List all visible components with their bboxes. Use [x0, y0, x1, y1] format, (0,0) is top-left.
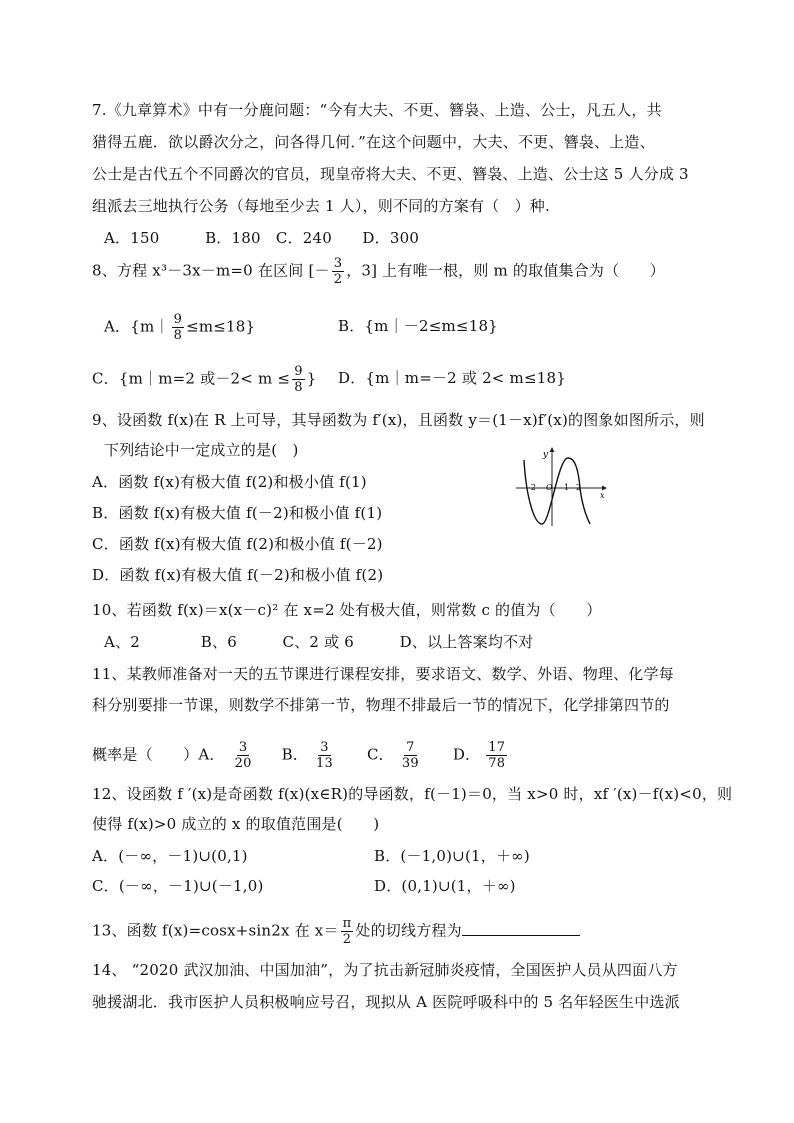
x-axis-label: x [600, 491, 605, 500]
q13-stem-part-b: 处的切线方程为 [355, 921, 462, 940]
tick-label-1: 1 [564, 483, 570, 492]
q8-option-a-den: 8 [173, 328, 183, 343]
q13-stem-part-a: 13、函数 f(x)=cosx+sin2x 在 x＝ [92, 921, 339, 940]
q10-stem: 10、若函数 f(x)＝x(x－c)² 在 x=2 处有极大值，则常数 c 的值为（ ） [92, 601, 602, 619]
q11-option-c-den: 39 [401, 756, 419, 771]
q11-option-a-fraction [233, 740, 254, 771]
q11-option-d-num: 17 [488, 740, 506, 755]
y-axis-arrow-icon [550, 447, 555, 452]
tick-label-2: 2 [576, 483, 582, 492]
q9-option-b: B．函数 f(x)有极大值 f(－2)和极小值 f(1) [92, 504, 383, 522]
q9-option-c: C．函数 f(x)有极大值 f(2)和极小值 f(－2) [92, 535, 383, 553]
q8-option-c-fraction [292, 364, 304, 395]
q7-line-4: 组派去三地执行公务（每地至少去 1 人），则不同的方案有（ ）种. [92, 197, 550, 215]
q8-stem [92, 256, 665, 287]
q7-options: A．150 B．180 C．240 D．300 [104, 229, 420, 247]
q9-line-2: 下列结论中一定成立的是( ) [104, 441, 299, 459]
q8-option-a-num: 9 [173, 312, 183, 327]
q13-fraction-den: 2 [342, 932, 352, 947]
q9-line-1: 9、设函数 f(x)在 R 上可导，其导函数为 f′(x)，且函数 y＝(1－x)f′(x)的图象如图所示，则 [92, 411, 705, 429]
q8-fraction-den: 2 [333, 272, 343, 287]
q11-option-b-label: B． [281, 745, 309, 764]
q11-option-c-fraction [400, 740, 421, 771]
q8-stem-part-a: 8、方程 x³－3x－m=0 在区间 [－ [92, 261, 330, 280]
q8-option-c [92, 364, 316, 395]
origin-label: O [546, 483, 553, 492]
q11-line-3-lead: 概率是（ ）A． [92, 745, 225, 764]
q8-fraction-num: 3 [333, 256, 343, 271]
q11-line-2: 科分别要排一节课，则数学不排第一节，物理不排最后一节的情况下，化学排第四节的 [92, 696, 670, 714]
q8-option-a-fraction [172, 312, 184, 343]
q9-function-graph [512, 446, 608, 528]
q11-option-b-den: 13 [316, 756, 333, 771]
q11-option-b-num: 3 [320, 740, 329, 755]
q10-options: A、2 B、6 C、2 或 6 D、以上答案均不对 [104, 633, 534, 651]
q14-line-2: 驰援湖北．我市医护人员积极响应号召，现拟从 A 医院呼吸科中的 5 名年轻医生中选派 [92, 993, 680, 1011]
q11-option-d-label: D． [452, 745, 481, 764]
q8-option-a-part-b: ≤m≤18} [186, 317, 256, 336]
q11-line-1: 11、某教师准备对一天的五节课进行课程安排，要求语文、数学、外语、物理、化学每 [92, 665, 674, 683]
q11-option-a-den: 20 [234, 756, 252, 771]
q8-option-c-part-b: } [306, 369, 317, 388]
q8-option-a-part-a: A．{m｜ [104, 317, 170, 336]
q9-option-d: D．函数 f(x)有极大值 f(－2)和极小值 f(2) [92, 566, 384, 584]
q11-option-d-den: 78 [488, 756, 506, 771]
q13-fraction [341, 916, 354, 947]
q8-option-c-part-a: C．{m｜m=2 或－2< m ≤ [92, 369, 291, 388]
q13-stem [92, 916, 580, 947]
q8-option-b: B．{m｜－2≤m≤18} [338, 317, 498, 335]
q7-line-2: 猎得五鹿．欲以爵次分之，问各得几何．”在这个问题中，大夫、不更、簪袅、上造、 [92, 133, 655, 151]
q11-option-a-num: 3 [238, 740, 248, 755]
q8-option-a [104, 312, 255, 343]
q14-line-1: 14、 “2020 武汉加油、中国加油”，为了抗击新冠肺炎疫情，全国医护人员从四面八方 [92, 961, 678, 979]
q11-option-d-fraction [486, 740, 507, 771]
q11-option-b-fraction [314, 740, 335, 771]
q7-line-1: 7.《九章算术》中有一分鹿问题：“今有大夫、不更、簪袅、上造、公士，凡五人，共 [92, 101, 662, 119]
q8-fraction [332, 256, 344, 287]
q12-option-c: C．(－∞，－1)∪(－1,0) [92, 877, 264, 895]
q12-option-a: A．(－∞，－1)∪(0,1) [92, 847, 248, 865]
x-axis-arrow-icon [602, 486, 607, 491]
y-axis-label: y [542, 450, 548, 460]
q12-line-2: 使得 f(x)>0 成立的 x 的取值范围是( ) [92, 815, 380, 833]
tick-label-neg2: -2 [528, 483, 536, 492]
q12-line-1: 12、设函数 f ′(x)是奇函数 f(x)(x∈R)的导函数，f(－1)＝0，当 x>0 时，xf ′(x)－f(x)<0，则 [92, 785, 733, 803]
q11-line-3 [92, 740, 509, 771]
q7-line-3: 公士是古代五个不同爵次的官员，现皇帝将大夫、不更、簪袅、上造、公士这 5 人分成 3 [92, 165, 689, 183]
q8-option-c-den: 8 [294, 380, 303, 395]
q8-option-d: D．{m｜m=－2 或 2< m≤18} [338, 369, 566, 387]
q9-option-a: A．函数 f(x)有极大值 f(2)和极小值 f(1) [92, 473, 367, 491]
q13-answer-blank[interactable] [462, 921, 580, 936]
q12-option-d: D．(0,1)∪(1，＋∞) [374, 877, 516, 895]
q8-stem-part-b: ，3] 上有唯一根，则 m 的取值集合为（ ） [346, 261, 665, 280]
q13-fraction-num: π [342, 916, 352, 931]
q12-option-b: B．(－1,0)∪(1，＋∞) [374, 847, 530, 865]
q11-option-c-label: C． [366, 745, 394, 764]
q11-option-c-num: 7 [406, 740, 415, 755]
q8-option-c-num: 9 [294, 364, 303, 379]
